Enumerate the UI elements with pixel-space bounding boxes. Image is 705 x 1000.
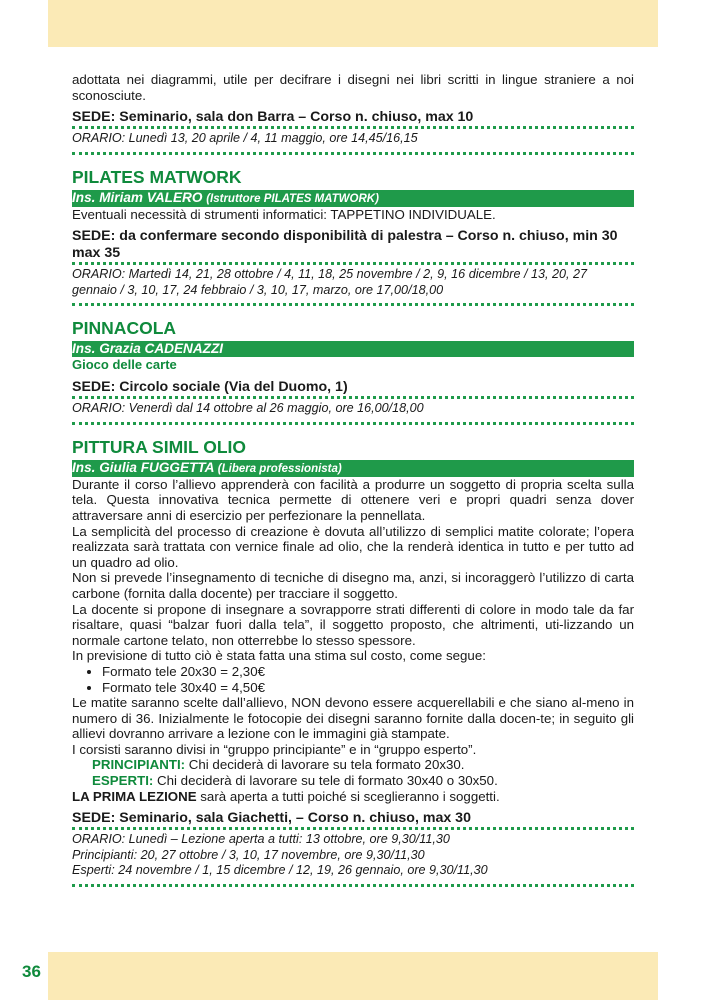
esperti-text: Chi deciderà di lavorare su tele di formato 30x40 o 30x50. — [153, 773, 498, 789]
course-title-pinnacola: PINNACOLA — [72, 318, 177, 339]
list-item: • Formato tele 30x40 = 4,50€ — [102, 680, 634, 696]
pittura-p5: In previsione di tutto ciò è stata fatta una stima sul costo, come segue: — [72, 648, 486, 664]
list-item: • Formato tele 20x30 = 2,30€ — [102, 664, 634, 680]
page-number: 36 — [22, 962, 41, 981]
footer-band — [48, 952, 658, 1000]
esperti-label: ESPERTI: — [92, 773, 154, 789]
principianti-line — [72, 757, 634, 773]
orario-line: Esperti: 24 novembre / 1, 15 dicembre / 12, 19, 26 gennaio, ore 9,30/11,30 — [72, 863, 488, 878]
pittura-p4: La docente si propone di insegnare a sovrapporre strati differenti di colore in modo tale da far risaltare, quasi “balzar fuori dalla tela”, il soggetto proposto, che altrimenti, uti-lizzando un normale cartone telato, non otterrebbe lo stesso spessore. — [72, 601, 634, 648]
prima-lezione-line — [72, 789, 634, 805]
sede-pittura: SEDE: Seminario, sala Giachetti, – Corso n. chiuso, max 30 — [72, 810, 471, 827]
orario-pinnacola: ORARIO: Venerdì dal 14 ottobre al 26 maggio, ore 16,00/18,00 — [72, 396, 634, 425]
sede-course0: SEDE: Seminario, sala don Barra – Corso n. chiuso, max 10 — [72, 109, 474, 126]
cost-list — [72, 664, 634, 695]
teacher-name: Ins. Miriam VALERO — [72, 189, 203, 205]
principianti-text: Chi deciderà di lavorare su tela formato 20x30. — [185, 757, 465, 773]
esperti-line — [72, 773, 634, 789]
teacher-note: (Istruttore PILATES MATWORK) — [206, 192, 379, 205]
orario-line: Principianti: 20, 27 ottobre / 3, 10, 17 novembre, ore 9,30/11,30 — [72, 847, 425, 862]
sede-pinnacola: SEDE: Circolo sociale (Via del Duomo, 1) — [72, 379, 348, 396]
orario-course0: ORARIO: Lunedì 13, 20 aprile / 4, 11 maggio, ore 14,45/16,15 — [72, 126, 634, 155]
pinnacola-subtitle: Gioco delle carte — [72, 357, 177, 373]
course-title-pilates: PILATES MATWORK — [72, 166, 242, 187]
intro-text: adottata nei diagrammi, utile per decifrare i disegni nei libri scritti in lingue straniere a noi sconosciute. — [72, 72, 634, 103]
orario-line: ORARIO: Lunedì – Lezione aperta a tutti: 13 ottobre, ore 9,30/11,30 — [72, 832, 450, 847]
sede-pilates: SEDE: da confermare secondo disponibilità di palestra – Corso n. chiuso, min 30 max 35 — [72, 228, 618, 262]
course-title-pittura: PITTURA SIMIL OLIO — [72, 436, 247, 457]
orario-pilates: ORARIO: Martedì 14, 21, 28 ottobre / 4, 11, 18, 25 novembre / 2, 9, 16 dicembre / 13, 20, 27 gennaio / 3, 10, 17, 24 febbraio / 3, 10, 17, marzo, ore 17,00/18,00 — [72, 262, 634, 306]
teacher-bar-pittura — [72, 460, 634, 477]
teacher-bar-pilates — [72, 190, 634, 207]
pittura-p6: Le matite saranno scelte dall’allievo, NON devono essere acquerellabili e che siano al-meno in numero di 36. Inizialmente le fotocopie dei disegni saranno fornite dalla docen-te; in seguito gli allievi dovranno arrivare a lezione con le immagini già stampate. — [72, 695, 634, 742]
teacher-note: (Libera professionista) — [217, 462, 342, 475]
pilates-text: Eventuali necessità di strumenti informatici: TAPPETINO INDIVIDUALE. — [72, 206, 496, 222]
teacher-bar-pinnacola — [72, 341, 634, 357]
orario-pittura — [72, 827, 634, 887]
pittura-p7: I corsisti saranno divisi in “gruppo principiante” e in “gruppo esperto”. — [72, 741, 477, 757]
prima-lezione-label: LA PRIMA LEZIONE — [72, 788, 197, 804]
prima-lezione-text: sarà aperta a tutti poiché si sceglieranno i soggetti. — [196, 788, 500, 804]
pittura-p2: La semplicità del processo di creazione è dovuta all’utilizzo di semplici matite colorate; l’opera realizzata sarà trattata con vernice finale ad olio, che la renderà identica in tutto e per tutto ad un quadro ad olio. — [72, 523, 634, 570]
teacher-name: Ins. Grazia CADENAZZI — [72, 341, 224, 357]
teacher-name: Ins. Giulia FUGGETTA — [72, 459, 214, 475]
pittura-p3: Non si prevede l’insegnamento di tecniche di disegno ma, anzi, si incoraggerò l’utilizzo di carta carbone (fornita dalla docente) per tracciare il soggetto. — [72, 570, 634, 601]
principianti-label: PRINCIPIANTI: — [92, 757, 186, 773]
header-band — [48, 0, 658, 47]
page-content — [72, 72, 634, 887]
pittura-p1: Durante il corso l’allievo apprenderà con facilità a produrre un soggetto di propria scelta sulla tela. Questa innovativa tecnica permette di ottenere veri e propri quadri senza dover attraversare anni di esercizio per perfezionare la pennellata. — [72, 476, 634, 523]
